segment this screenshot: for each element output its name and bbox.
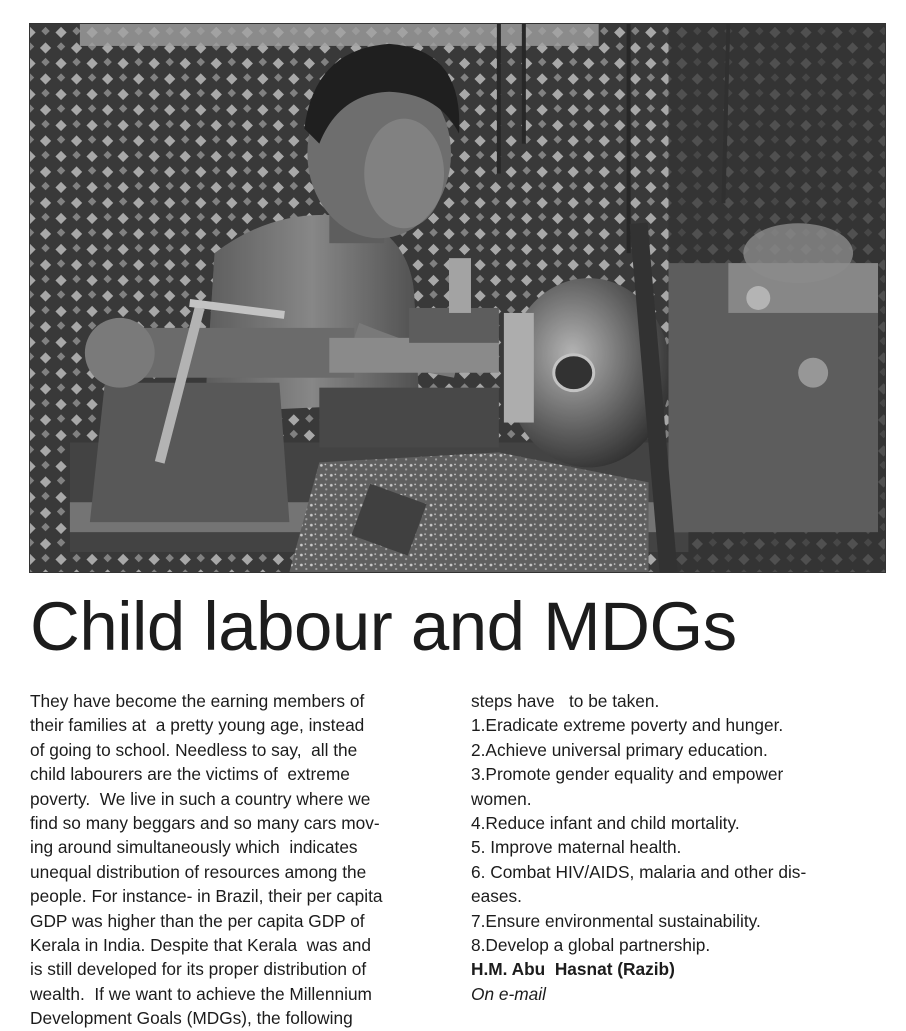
body-line: They have become the earning members of: [30, 691, 365, 711]
article-photo: [29, 23, 886, 573]
body-line: wealth. If we want to achieve the Millennium: [30, 983, 372, 1004]
body-line: Kerala in India. Despite that Kerala was and: [30, 935, 372, 956]
article-body-left-column: [30, 689, 450, 1031]
body-line: poverty. We live in such a country where we: [30, 788, 371, 809]
mdg-item: 8.Develop a global partnership.: [471, 935, 711, 956]
body-line: Development Goals (MDGs), the following: [30, 1008, 353, 1029]
body-line: ing around simultaneously which indicates: [30, 837, 358, 858]
article-body-right-column: [471, 689, 881, 1006]
mdg-item: 7.Ensure environmental sustainability.: [471, 910, 761, 931]
body-line: people. For instance- in Brazil, their per capita: [30, 886, 383, 907]
body-line: child labourers are the victims of extreme: [30, 764, 350, 785]
article-author: H.M. Abu Hasnat (Razib): [471, 959, 675, 980]
body-line: find so many beggars and so many cars mov-: [30, 813, 380, 834]
mdg-item: 3.Promote gender equality and empower: [471, 764, 784, 785]
body-line: GDP was higher than the per capita GDP of: [30, 910, 365, 931]
mdg-item: women.: [471, 788, 532, 809]
mdg-item: 2.Achieve universal primary education.: [471, 739, 768, 760]
mdg-item: 4.Reduce infant and child mortality.: [471, 813, 740, 834]
body-line: steps have to be taken.: [471, 691, 660, 711]
body-line: unequal distribution of resources among the: [30, 861, 367, 882]
body-line: their families at a pretty young age, instead: [30, 715, 365, 736]
body-line: of going to school. Needless to say, all the: [30, 739, 358, 760]
body-line: is still developed for its proper distribution of: [30, 959, 367, 980]
mdg-item: 6. Combat HIV/AIDS, malaria and other dis-: [471, 861, 807, 882]
mdg-item: eases.: [471, 886, 522, 907]
mdg-item: 5. Improve maternal health.: [471, 837, 682, 858]
mdg-item: 1.Eradicate extreme poverty and hunger.: [471, 715, 784, 736]
article-headline: Child labour and MDGs: [30, 588, 737, 665]
lathe-photo-image: [30, 24, 885, 572]
article-source: On e-mail: [471, 983, 546, 1004]
